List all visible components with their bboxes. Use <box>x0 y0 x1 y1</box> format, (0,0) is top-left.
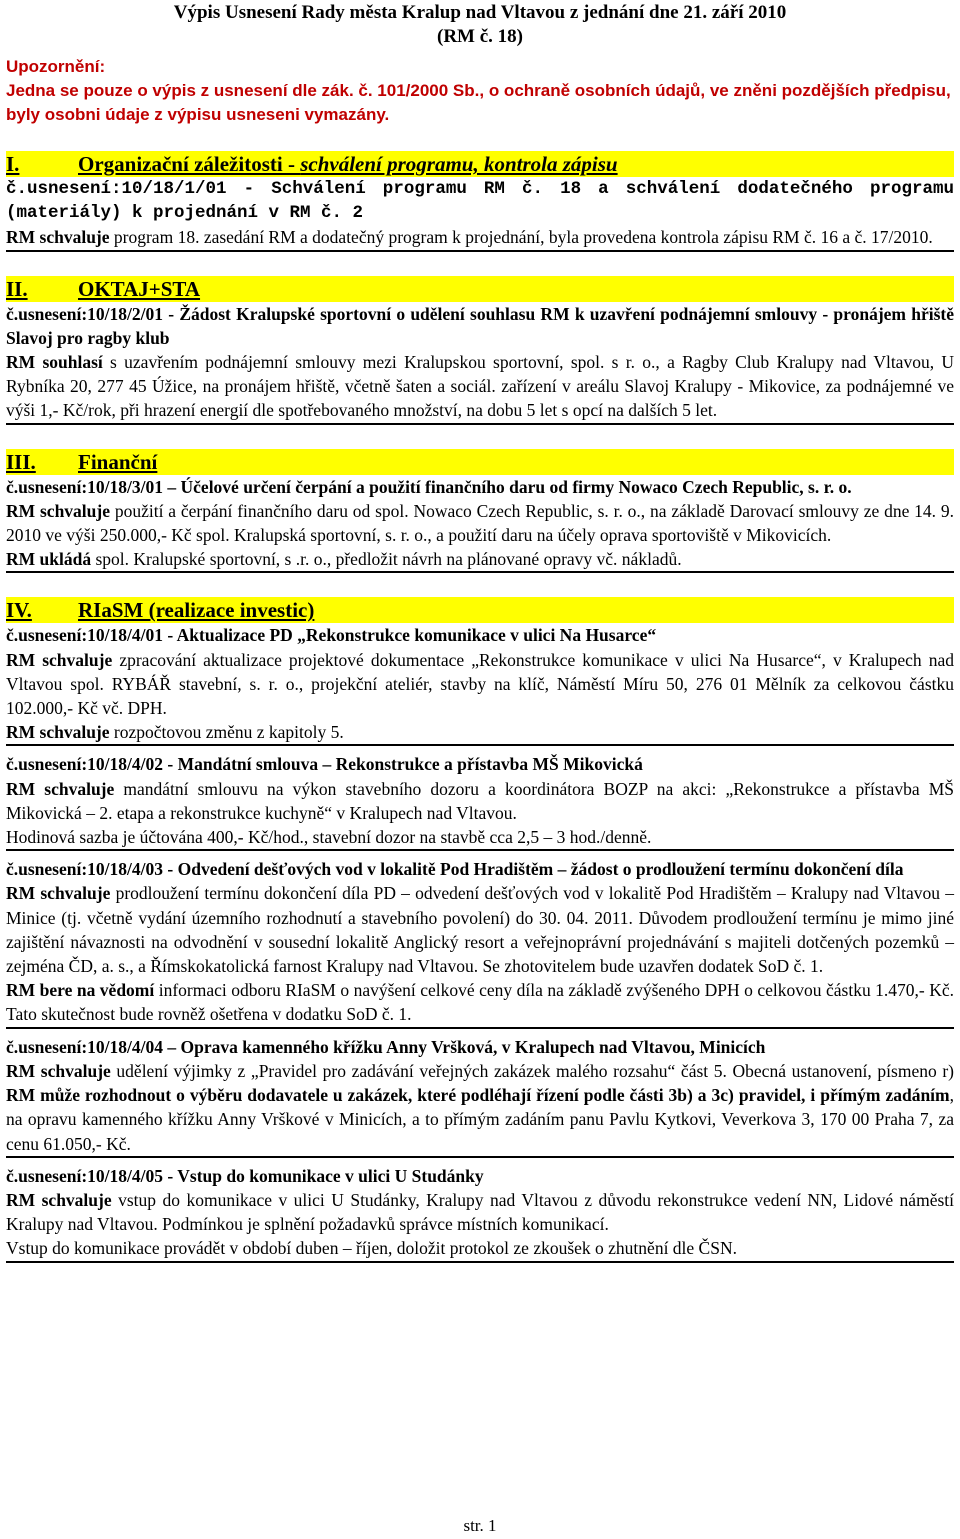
resolution-divider <box>6 1261 954 1263</box>
title-line-1: Výpis Usnesení Rady města Kralup nad Vltavou z jednání dne 21. září 2010 <box>173 2 787 23</box>
warning-text: Jedna se pouze o výpis z usnesení dle zák. č. 101/2000 Sb., o ochraně osobních údajů, ve zněni pozdějších předpisu, byly osobni údaje z výpisu usneseni vymazány. <box>6 81 951 124</box>
resolution-10-18-2-01-text <box>6 350 954 423</box>
resolution-10-18-4-05-text-2: Vstup do komunikace provádět v období duben – říjen, doložit protokol ze zkoušek o zhutnění dle ČSN. <box>6 1238 737 1259</box>
resolution-body: informaci odboru RIaSM o navýšení celkové ceny díla na základě zvýšeného DPH o celkovou částku 1.470,- Kč. Tato skutečnost bude rovněž ošetřena v dodatku SoD č. 1. <box>6 980 955 1025</box>
resolution-10-18-4-02-text-2: Hodinová sazba je účtována 400,- Kč/hod., stavební dozor na stavbě cca 2,5 – 3 hod./denně. <box>6 827 652 848</box>
resolution-10-18-2-01-heading: č.usnesení:10/18/2/01 - Žádost Kralupské sportovní o udělení souhlasu RM k uzavření podnájemní smlouvy - pronájem hřiště Slavoj pro ragby klub <box>6 303 954 348</box>
resolution-10-18-3-01-text <box>6 499 954 547</box>
resolution-body: spol. Kralupské sportovní, s .r. o., předložit návrh na plánované opravy vč. nákladů. <box>91 549 682 570</box>
section-1-title-b: schválení programu, kontrola zápisu <box>300 152 618 176</box>
resolution-10-18-4-05-heading: č.usnesení:10/18/4/05 - Vstup do komunikace v ulici U Studánky <box>6 1165 484 1186</box>
document-title <box>6 0 954 49</box>
resolution-10-18-4-01-heading: č.usnesení:10/18/4/01 - Aktualizace PD „Rekonstrukce komunikace v ulici Na Husarce“ <box>6 625 657 646</box>
resolution-body: mandátní smlouvu na výkon stavebního dozoru a koordinátora BOZP na akci: „Rekonstrukce a přístavba MŠ Mikovická – 2. etapa a rekonstrukce kuchyně“ v Kralupech nad Vltavou. <box>6 778 954 823</box>
section-1-number: I. <box>6 152 20 176</box>
resolution-body-tail: , na opravu kamenného křížku Anny Vrškové v Minicích, a to přímým zadáním panu Pavlu Kytkovi, Veverkova 3, 170 00 Praha 7, za cenu 61.050,- Kč. <box>6 1085 954 1154</box>
resolution-10-18-4-04-heading: č.usnesení:10/18/4/04 – Oprava kamenného křížku Anny Vršková, v Kralupech nad Vltavou, Minicích <box>6 1036 766 1057</box>
resolution-verb: RM schvaluje <box>6 883 111 904</box>
warning-heading: Upozornění: <box>6 57 106 76</box>
resolution-verb: RM ukládá <box>6 549 92 570</box>
resolution-body: použití a čerpání finančního daru od spol. Nowaco Czech Republic, s. r. o., na základě Darovací smlouvy ze dne 14. 9. 2010 ve výši 250.000,- Kč spol. Kralupská sportovní, s. r. o., a použití daru na účely oprava sportoviště v Mikovicích. <box>6 500 954 546</box>
resolution-10-18-4-01-text <box>6 648 954 721</box>
resolution-verb: RM schvaluje <box>6 227 110 248</box>
resolution-10-18-1-01-heading: č.usnesení:10/18/1/01 - Schválení programu RM č. 18 a schválení dodatečného programu (materiály) k projednání v RM č. 2 <box>6 179 954 224</box>
resolution-verb: RM schvaluje <box>6 778 115 799</box>
section-4-number: IV. <box>6 598 32 623</box>
resolution-body: program 18. zasedání RM a dodatečný program k projednání, byla provedena kontrola zápisu RM č. 16 a č. 17/2010. <box>109 227 933 248</box>
resolution-10-18-4-02-text <box>6 777 954 825</box>
section-1-heading <box>6 151 954 177</box>
resolution-verb: RM schvaluje <box>6 1060 111 1081</box>
section-1-title-a: Organizační záležitosti - <box>78 152 301 176</box>
section-3-number: III. <box>6 449 36 474</box>
resolution-body: udělení výjimky z „Pravidel pro zadávání veřejných zakázek malého rozsahu“ část 5. Obecná ustanovení, písmeno r) <box>110 1060 954 1081</box>
resolution-10-18-3-01-heading: č.usnesení:10/18/3/01 – Účelové určení čerpání a použití finančního daru od firmy Nowaco Czech Republic, s. r. o. <box>6 476 852 497</box>
resolution-body: rozpočtovou změnu z kapitoly 5. <box>109 722 344 743</box>
section-4-heading <box>6 597 954 623</box>
section-4-title: RIaSM (realizace investic) <box>78 598 315 623</box>
resolution-verb: RM schvaluje <box>6 649 113 670</box>
resolution-verb: RM souhlasí <box>6 352 103 373</box>
resolution-bold-clause: RM může rozhodnout o výběru dodavatele u zakázek, které podléhají řízení podle části 3b) a 3c) pravidel, i přímým zadáním <box>6 1085 950 1106</box>
page-number: str. 1 <box>463 1516 497 1535</box>
resolution-10-18-4-05-text <box>6 1188 954 1236</box>
resolution-10-18-4-03-text-2 <box>6 978 954 1026</box>
resolution-body: prodloužení termínu dokončení díla PD – odvedení dešťových vod v lokalitě Pod Hradištěm – Kralupy nad Vltavou – Minice (tj. včetně vydání územního rozhodnutí a stavebního povolení) do 30. 04. 2011. Důvodem prodloužení termínu je mimo jiné zajištění návaznosti na odvodnění v sousední lokalitě Anglický resort a veřejnoprávní projednávání s majiteli dotčených pozemků – zejména ČD, a. s., a Římskokatolická farnost Kralupy nad Vltavou. Se zhotovitelem bude uzavřen dodatek SoD č. 1. <box>6 883 954 977</box>
resolution-10-18-4-02-heading: č.usnesení:10/18/4/02 - Mandátní smlouva – Rekonstrukce a přístavba MŠ Mikovická <box>6 754 643 775</box>
resolution-body: vstup do komunikace v ulici U Studánky, Kralupy nad Vltavou z důvodu rekonstrukce vedení NN, Lidové náměstí Kralupy nad Vltavou. Podmínkou je splnění požadavků správce místních komunikací. <box>6 1189 954 1235</box>
resolution-10-18-4-01-text-2 <box>6 720 954 744</box>
title-line-2: (RM č. 18) <box>437 26 523 47</box>
resolution-10-18-4-03-heading: č.usnesení:10/18/4/03 - Odvedení dešťových vod v lokalitě Pod Hradištěm – žádost o prodloužení termínu dokončení díla <box>6 859 904 880</box>
resolution-10-18-1-01-text <box>6 225 954 249</box>
section-2-title: OKTAJ+STA <box>78 276 201 301</box>
resolution-10-18-4-03-text <box>6 881 954 978</box>
section-2-number: II. <box>6 276 28 301</box>
resolution-verb: RM schvaluje <box>6 1189 112 1210</box>
section-3-title: Finanční <box>78 449 158 474</box>
resolution-verb: RM schvaluje <box>6 722 110 743</box>
section-3-heading <box>6 449 954 475</box>
resolution-verb: RM schvaluje <box>6 500 110 521</box>
resolution-verb: RM bere na vědomí <box>6 980 155 1001</box>
resolution-body: zpracování aktualizace projektové dokumentace „Rekonstrukce komunikace v ulici Na Husarce“, v Kralupech nad Vltavou spol. RYBÁŘ stavební, s. r. o., projekční ateliér, stavby na klíč, Náměstí Míru 50, 276 01 Mělník za celkovou částku 102.000,- Kč vč. DPH. <box>6 649 955 719</box>
resolution-10-18-4-04-text <box>6 1059 954 1156</box>
section-2-heading <box>6 276 954 302</box>
document-page <box>6 0 954 1539</box>
resolution-body: s uzavřením podnájemní smlouvy mezi Kralupskou sportovní, spol. s r. o., a Ragby Club Kralupy nad Vltavou, U Rybníka 20, 277 45 Úžice, na pronájem hřiště, včetně šaten a sociál. zařízení v areálu Slavoj Kralupy - Mikovice, za podnájemné ve výši 1,- Kč/rok, při hrazení energií dle spotřebovaného množství, na dobu 5 let s opcí na dalších 5 let. <box>6 352 955 421</box>
resolution-10-18-3-01-text-2 <box>6 547 954 571</box>
